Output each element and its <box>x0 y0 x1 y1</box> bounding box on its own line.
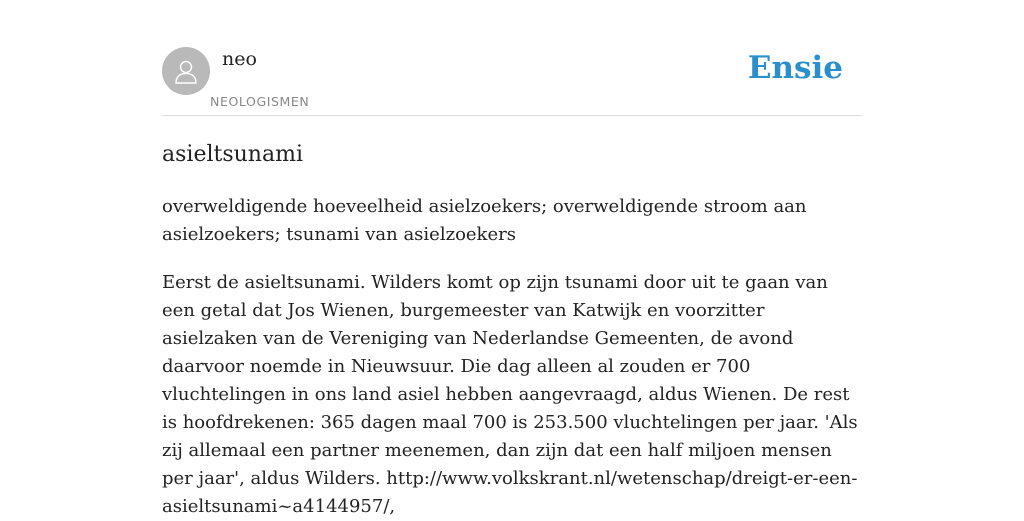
dictionary-name[interactable]: NEOLOGISMEN <box>210 94 310 109</box>
username[interactable]: neo <box>222 48 257 70</box>
entry-card <box>162 46 862 521</box>
term-title: asieltsunami <box>162 142 303 167</box>
avatar[interactable] <box>162 47 210 95</box>
user-icon <box>171 56 201 86</box>
example-text: Eerst de asieltsunami. Wilders komt op zijn tsunami door uit te gaan van een getal dat Jos Wienen, burgemeester van Katwijk en voorzitter asielzaken van de Vereniging van Nederlandse Gemeenten, de avond daarvoor noemde in Nieuwsuur. Die dag alleen al zouden er 700 vluchtelingen in ons land asiel hebben aangevraagd, aldus Wienen. De rest is hoofdrekenen: 365 dagen maal 700 is 253.500 vluchtelingen per jaar. 'Als zij allemaal een partner meenemen, dan zijn dat een half miljoen mensen per jaar', aldus Wilders. http://www.volkskrant.nl/wetenschap/dreigt-er-een-asieltsunami~a4144957/, <box>162 272 858 517</box>
definition-text: overweldigende hoeveelheid asielzoekers; overweldigende stroom aan asielzoekers; tsunami van asielzoekers <box>162 196 807 245</box>
brand-logo[interactable]: Ensie <box>747 50 843 86</box>
card-header <box>162 46 862 116</box>
